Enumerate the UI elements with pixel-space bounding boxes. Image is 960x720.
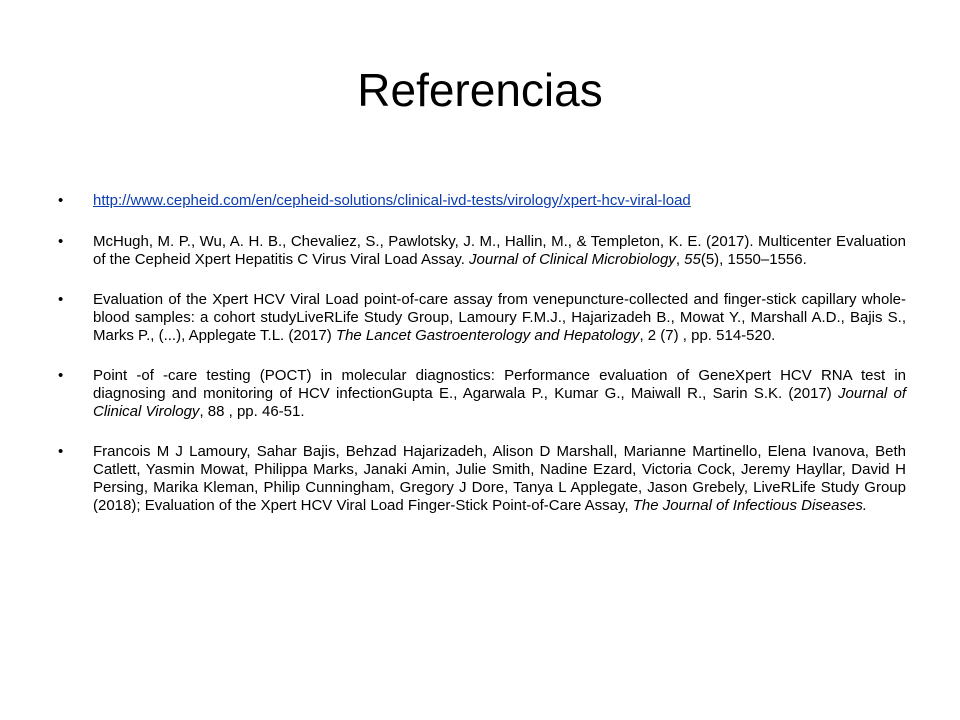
bullet-icon: • <box>58 233 64 250</box>
cepheid-link[interactable]: http://www.cepheid.com/en/cepheid-solutions/clinical-ivd-tests/virology/xpert-hcv-viral-load <box>93 192 691 209</box>
reference-item-1 <box>58 192 906 210</box>
reference-item-5 <box>58 443 906 515</box>
journal-title: The Lancet Gastroenterology and Hepatology <box>335 327 640 344</box>
journal-title: Journal of Clinical Virology <box>93 385 907 420</box>
bullet-icon: • <box>58 443 64 460</box>
reference-text: Point -of -care testing (POCT) in molecular diagnostics: Performance evaluation of GeneXpert HCV RNA test in diagnosing and monitoring of HCV infectionGupta E., Agarwala P., Kumar G., Maiwall R., Sarin S.K. (2017) <box>93 367 906 402</box>
slide-title: Referencias <box>357 64 603 116</box>
reference-item-4 <box>58 367 906 421</box>
reference-separator: , <box>675 251 685 268</box>
journal-title: The Journal of Infectious Diseases. <box>632 497 867 514</box>
reference-text: McHugh, M. P., Wu, A. H. B., Chevaliez, S., Pawlotsky, J. M., Hallin, M., & Templeton, K. E. (2017). Multicenter Evaluation of the Cepheid Xpert Hepatitis C Virus Viral Load Assay. <box>93 233 906 268</box>
journal-title: Journal of Clinical Microbiology <box>469 251 676 268</box>
reference-pages: (5), 1550–1556. <box>700 251 807 268</box>
reference-item-2 <box>58 233 906 269</box>
bullet-icon: • <box>58 192 64 209</box>
journal-volume: 55 <box>684 251 701 268</box>
reference-list <box>58 192 906 537</box>
reference-text: Evaluation of the Xpert HCV Viral Load point-of-care assay from venepuncture-collected and finger-stick capillary whole-blood samples: a cohort studyLiveRLife Study Group, Lamoury F.M.J., Hajarizadeh B., Mowat Y., Marshall A.D., Bajis S., Marks P., (...), Applegate T.L. (2017) <box>93 291 906 344</box>
bullet-icon: • <box>58 291 64 308</box>
reference-text: Francois M J Lamoury, Sahar Bajis, Behzad Hajarizadeh, Alison D Marshall, Marianne Martinello, Elena Ivanova, Beth Catlett, Yasmin Mowat, Philippa Marks, Janaki Amin, Julie Smith, Nadine Ezard, Victoria Cock, Jeremy Hayllar, David H Persing, Marika Kleman, Philip Cunningham, Gregory J Dore, Tanya L Applegate, Jason Grebely, LiveRLife Study Group (2018); Evaluation of the Xpert HCV Viral Load Finger-Stick Point-of-Care Assay, <box>93 443 906 514</box>
reference-item-3 <box>58 291 906 345</box>
reference-pages: , 88 , pp. 46-51. <box>199 403 305 420</box>
bullet-icon: • <box>58 367 64 384</box>
reference-pages: , 2 (7) , pp. 514-520. <box>639 327 776 344</box>
